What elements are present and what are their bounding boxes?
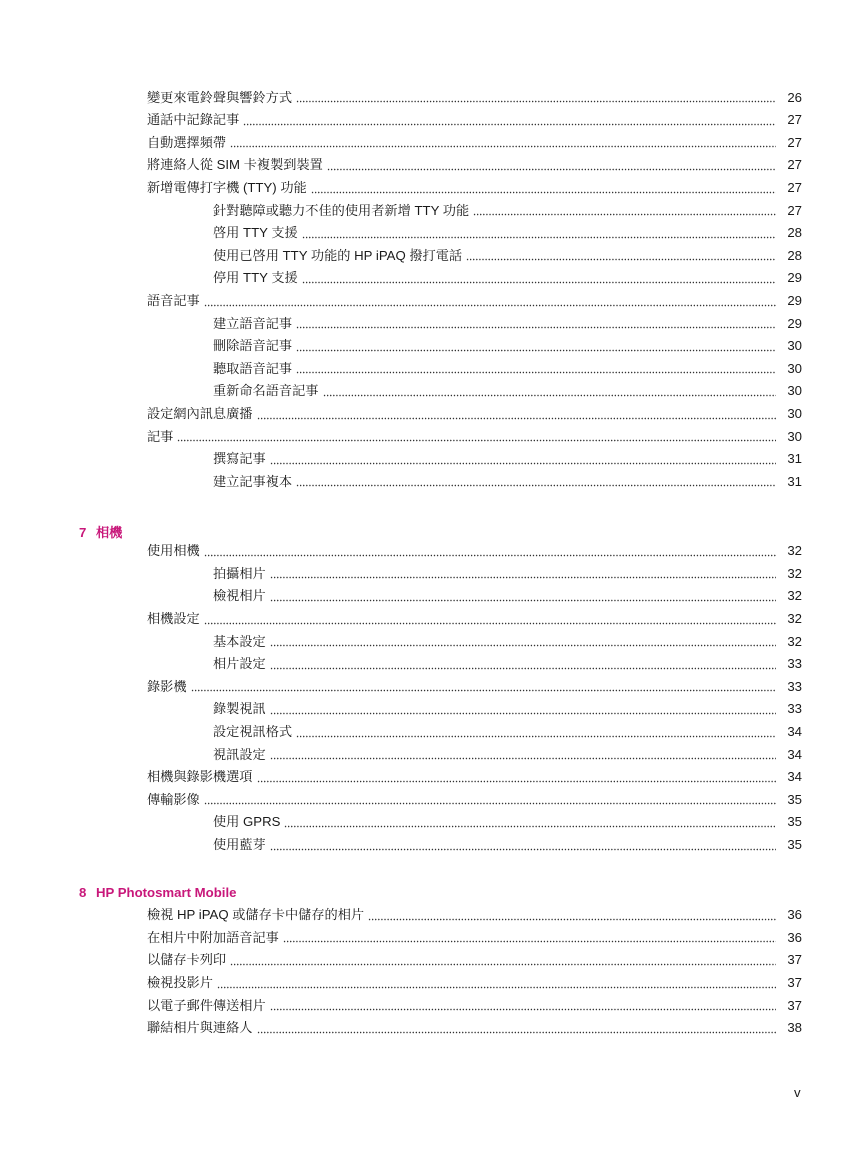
dot-leader xyxy=(257,773,777,783)
toc-entry-page-number: 27 xyxy=(787,202,802,218)
toc-entry-page-number: 33 xyxy=(787,656,802,672)
dot-leader xyxy=(473,206,776,216)
toc-entry-title: 設定網內訊息廣播 xyxy=(147,407,257,420)
toc-entry-page-number: 31 xyxy=(787,473,802,489)
toc-entry[interactable] xyxy=(0,788,868,811)
toc-entry-title: 拍攝相片 xyxy=(213,567,270,580)
dot-leader xyxy=(177,432,776,442)
dot-leader xyxy=(204,297,776,307)
dot-leader xyxy=(270,592,776,602)
toc-entry[interactable] xyxy=(0,926,868,949)
toc-entry-page-number: 32 xyxy=(787,588,802,604)
toc-entry-page-number: 29 xyxy=(787,315,802,331)
toc-entry-title: 聯結相片與連絡人 xyxy=(147,1021,257,1034)
toc-entry-page-number: 31 xyxy=(787,451,802,467)
toc-section-6-continued xyxy=(0,86,868,493)
toc-entry-title: 重新命名語音記事 xyxy=(213,384,323,397)
toc-entry[interactable] xyxy=(0,585,868,608)
toc-entry-page-number: 37 xyxy=(787,974,802,990)
toc-entry-title: 停用 TTY 支援 xyxy=(213,271,302,284)
dot-leader xyxy=(296,342,776,352)
toc-entry-title: 錄影機 xyxy=(147,680,191,693)
toc-entry[interactable] xyxy=(0,380,868,403)
toc-entry[interactable] xyxy=(0,357,868,380)
toc-chapter-8-entries xyxy=(0,904,868,1040)
toc-entry-page-number: 29 xyxy=(787,270,802,286)
toc-entry-page-number: 30 xyxy=(787,406,802,421)
toc-entry[interactable] xyxy=(0,607,868,630)
dot-leader xyxy=(311,184,776,194)
toc-entry[interactable] xyxy=(0,811,868,834)
toc-entry-page-number: 38 xyxy=(787,1020,802,1036)
toc-entry-title: 語音記事 xyxy=(147,294,204,307)
toc-entry-title: 檢視投影片 xyxy=(147,976,217,989)
dot-leader xyxy=(284,818,776,828)
dot-leader xyxy=(296,477,776,487)
chapter-7-heading[interactable] xyxy=(79,522,122,541)
dot-leader xyxy=(296,319,776,329)
dot-leader xyxy=(257,1024,777,1034)
toc-entry-page-number: 26 xyxy=(787,89,802,105)
toc-entry-page-number: 36 xyxy=(787,907,802,923)
toc-entry[interactable] xyxy=(0,765,868,788)
chapter-7-title: 相機 xyxy=(96,525,123,540)
dot-leader xyxy=(257,410,777,420)
dot-leader xyxy=(243,116,776,126)
toc-entry[interactable] xyxy=(0,720,868,743)
toc-entry[interactable] xyxy=(0,949,868,972)
dot-leader xyxy=(368,911,776,921)
dot-leader xyxy=(270,1001,776,1011)
toc-entry-title: 記事 xyxy=(147,430,177,443)
toc-entry-page-number: 34 xyxy=(787,746,802,762)
dot-leader xyxy=(302,229,776,239)
toc-entry[interactable] xyxy=(0,402,868,425)
toc-entry-page-number: 30 xyxy=(787,428,802,444)
toc-entry[interactable] xyxy=(0,540,868,563)
toc-entry-title: 視訊設定 xyxy=(213,748,270,761)
toc-entry-title: 以儲存卡列印 xyxy=(147,953,230,966)
toc-entry-title: 建立記事複本 xyxy=(213,475,296,488)
dot-leader xyxy=(302,274,776,284)
toc-entry-page-number: 35 xyxy=(787,836,802,852)
chapter-8-heading[interactable] xyxy=(79,885,236,900)
toc-entry[interactable] xyxy=(0,470,868,493)
toc-entry[interactable] xyxy=(0,904,868,927)
toc-entry-page-number: 28 xyxy=(787,225,802,241)
toc-entry[interactable] xyxy=(0,289,868,312)
toc-entry-page-number: 27 xyxy=(787,157,802,173)
dot-leader xyxy=(230,138,776,148)
dot-leader xyxy=(204,547,776,557)
toc-entry-title: 啓用 TTY 支援 xyxy=(213,226,302,239)
toc-entry-page-number: 37 xyxy=(787,997,802,1013)
toc-entry[interactable] xyxy=(0,743,868,766)
toc-entry-title: 檢視 HP iPAQ 或儲存卡中儲存的相片 xyxy=(147,908,368,921)
toc-entry-page-number: 32 xyxy=(787,610,802,626)
toc-entry-page-number: 27 xyxy=(787,112,802,128)
toc-entry[interactable] xyxy=(0,154,868,177)
toc-entry-page-number: 35 xyxy=(787,814,802,830)
toc-entry[interactable] xyxy=(0,833,868,856)
toc-entry[interactable] xyxy=(0,971,868,994)
toc-entry-title: 使用 GPRS xyxy=(213,815,284,828)
toc-entry-title: 相機與錄影機選項 xyxy=(147,770,257,783)
toc-entry[interactable] xyxy=(0,335,868,358)
dot-leader xyxy=(270,660,776,670)
toc-entry[interactable] xyxy=(0,222,868,245)
dot-leader xyxy=(204,615,776,625)
dot-leader xyxy=(270,455,776,465)
toc-entry-title: 基本設定 xyxy=(213,635,270,648)
toc-entry-title: 新增電傳打字機 (TTY) 功能 xyxy=(147,181,311,194)
toc-entry-page-number: 30 xyxy=(787,338,802,354)
toc-entry-title: 錄製視訊 xyxy=(213,702,270,715)
chapter-8-title: HP Photosmart Mobile xyxy=(96,885,237,900)
toc-entry-title: 以電子郵件傳送相片 xyxy=(147,999,270,1012)
toc-entry-page-number: 30 xyxy=(787,383,802,399)
toc-entry-title: 使用藍芽 xyxy=(213,838,270,851)
toc-entry[interactable] xyxy=(0,652,868,675)
toc-entry-title: 使用已啓用 TTY 功能的 HP iPAQ 撥打電話 xyxy=(213,249,466,262)
toc-entry-page-number: 32 xyxy=(787,633,802,649)
dot-leader xyxy=(270,637,776,647)
toc-entry[interactable] xyxy=(0,675,868,698)
chapter-7-number: 7 xyxy=(79,525,87,540)
toc-entry-page-number: 37 xyxy=(787,952,802,968)
toc-entry-title: 撰寫記事 xyxy=(213,452,270,465)
toc-entry-title: 使用相機 xyxy=(147,544,204,557)
toc-entry-page-number: 27 xyxy=(787,180,802,196)
dot-leader xyxy=(327,161,776,171)
toc-entry-title: 將連絡人從 SIM 卡複製到裝置 xyxy=(147,158,327,171)
toc-entry-page-number: 32 xyxy=(787,565,802,581)
dot-leader xyxy=(270,841,776,851)
dot-leader xyxy=(204,795,776,805)
toc-entry[interactable] xyxy=(0,425,868,448)
dot-leader xyxy=(270,750,776,760)
dot-leader xyxy=(296,364,776,374)
toc-entry-page-number: 35 xyxy=(787,791,802,807)
toc-entry[interactable] xyxy=(0,630,868,653)
toc-entry[interactable] xyxy=(0,698,868,721)
toc-entry-title: 變更來電鈴聲與響鈴方式 xyxy=(147,91,296,104)
toc-entry[interactable] xyxy=(0,131,868,154)
toc-entry-title: 相片設定 xyxy=(213,657,270,670)
toc-entry[interactable] xyxy=(0,244,868,267)
toc-entry-title: 建立語音記事 xyxy=(213,317,296,330)
toc-entry-title: 針對聽障或聽力不佳的使用者新增 TTY 功能 xyxy=(213,204,473,217)
toc-chapter-7-entries xyxy=(0,540,868,856)
toc-entry-page-number: 28 xyxy=(787,247,802,263)
dot-leader xyxy=(270,569,776,579)
dot-leader xyxy=(296,728,776,738)
toc-entry-title: 聽取語音記事 xyxy=(213,362,296,375)
toc-entry[interactable] xyxy=(0,562,868,585)
dot-leader xyxy=(191,682,776,692)
toc-entry[interactable] xyxy=(0,1016,868,1039)
toc-entry-page-number: 34 xyxy=(787,769,802,785)
chapter-8-number: 8 xyxy=(79,885,87,900)
toc-entry-title: 通話中記錄記事 xyxy=(147,113,243,126)
toc-entry-page-number: 27 xyxy=(787,134,802,150)
toc-entry[interactable] xyxy=(0,199,868,222)
dot-leader xyxy=(217,979,776,989)
toc-entry-title: 在相片中附加語音記事 xyxy=(147,931,283,944)
toc-entry-title: 設定視訊格式 xyxy=(213,725,296,738)
dot-leader xyxy=(323,387,777,397)
toc-entry[interactable] xyxy=(0,312,868,335)
toc-entry-title: 傳輸影像 xyxy=(147,793,204,806)
toc-entry-page-number: 34 xyxy=(787,723,802,739)
dot-leader xyxy=(270,705,776,715)
toc-entry[interactable] xyxy=(0,448,868,471)
toc-entry[interactable] xyxy=(0,176,868,199)
toc-entry[interactable] xyxy=(0,994,868,1017)
toc-entry[interactable] xyxy=(0,267,868,290)
toc-entry-title: 相機設定 xyxy=(147,612,204,625)
toc-entry-page-number: 32 xyxy=(787,543,802,559)
toc-entry[interactable] xyxy=(0,86,868,109)
dot-leader xyxy=(283,933,776,943)
toc-entry-title: 檢視相片 xyxy=(213,589,270,602)
toc-entry-title: 自動選擇頻帶 xyxy=(147,136,230,149)
page-number: v xyxy=(794,1085,801,1100)
toc-entry-title: 刪除語音記事 xyxy=(213,339,296,352)
toc-entry-page-number: 33 xyxy=(787,678,802,694)
toc-entry[interactable] xyxy=(0,109,868,132)
toc-entry-page-number: 30 xyxy=(787,360,802,376)
toc-entry-page-number: 33 xyxy=(787,701,802,717)
toc-entry-page-number: 36 xyxy=(787,929,802,945)
toc-entry-page-number: 29 xyxy=(787,293,802,309)
dot-leader xyxy=(466,251,776,261)
dot-leader xyxy=(296,93,776,103)
dot-leader xyxy=(230,956,776,966)
